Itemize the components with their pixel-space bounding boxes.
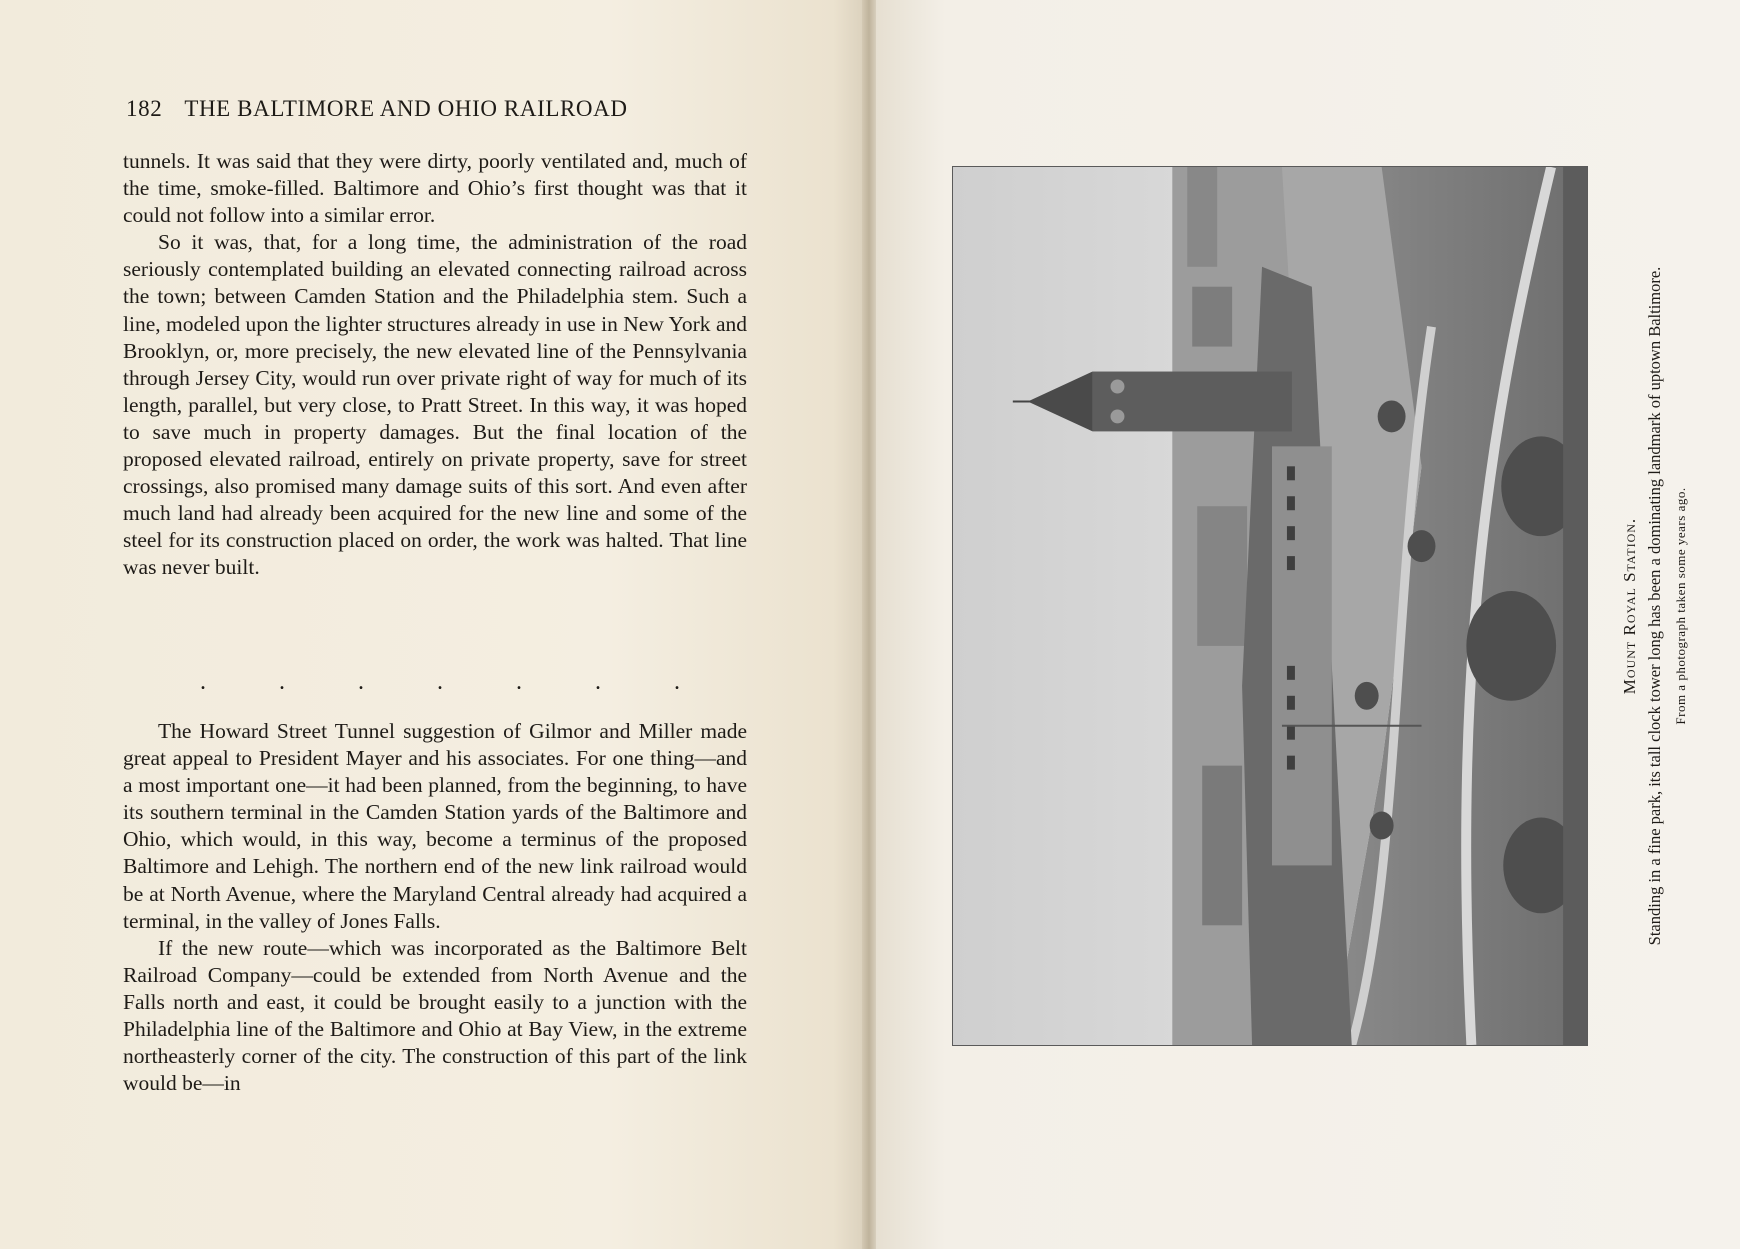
- caption-rotated: [1610, 166, 1700, 1046]
- photograph-illustration: [953, 167, 1587, 1045]
- caption-title-text: Mount Royal Station.: [1620, 517, 1639, 695]
- caption-credit: From a photograph taken some years ago.: [1673, 487, 1688, 725]
- paragraph: So it was, that, for a long time, the administration of the road seriously contemplated building an elevated connecting railroad across the town; between Camden Station and the Philadelphia stem. Such a line, modeled upon the lighter structures already in use in New York and Brooklyn, or, more precisely, the new elevated line of the Pennsylvania through Jersey City, would run over private right of way for much of its length, parallel, but very close, to Pratt Street. In this way, it was hoped to save much in property damages. But the final location of the proposed elevated railroad, entirely on private property, save for street crossings, also promised many damage suits of this sort. And even after much land had already been acquired for the new line and some of the steel for its construction placed on order, the work was halted. That line was never built.: [123, 230, 747, 580]
- running-title: THE BALTIMORE AND OHIO RAILROAD: [184, 96, 628, 121]
- caption-title: [1618, 166, 1642, 1046]
- paragraph: If the new route—which was incorporated as the Baltimore Belt Railroad Company—could be extended from North Avenue and the Falls north and east, it could be brought easily to a junction with the Philadelphia line of the Baltimore and Ohio at Bay View, in the extreme northeasterly corner of the city. The construction of this part of the link would be—in: [123, 935, 747, 1096]
- running-head: [126, 96, 766, 122]
- plate-caption: [1610, 166, 1700, 1046]
- text-block-top: [123, 148, 747, 582]
- separator-dot: .: [279, 669, 285, 695]
- separator-dot: .: [358, 669, 364, 695]
- page-number: 182: [126, 96, 163, 121]
- caption-text: Standing in a fine park, its tall clock tower long has been a dominating landmark of uptown Baltimore.: [1645, 266, 1664, 946]
- text-block-bottom: [123, 718, 747, 1097]
- separator-dot: .: [595, 669, 601, 695]
- separator-dot: .: [437, 669, 443, 695]
- separator-dot: .: [200, 669, 206, 695]
- paragraph: tunnels. It was said that they were dirty, poorly ventilated and, much of the time, smoke-filled. Baltimore and Ohio’s first thought was that it could not follow into a similar error.: [123, 149, 747, 228]
- left-page: [0, 0, 868, 1249]
- station-photograph: [952, 166, 1588, 1046]
- separator-dot: .: [516, 669, 522, 695]
- separator-dot: .: [674, 669, 680, 695]
- book-gutter: [862, 0, 876, 1249]
- paragraph: The Howard Street Tunnel suggestion of Gilmor and Miller made great appeal to President Mayer and his associates. For one thing—and a most important one—it had been planned, from the beginning, to have its southern terminal in the Camden Station yards of the Baltimore and Ohio, which would, in this way, become a terminus of the proposed Baltimore and Lehigh. The northern end of the new link railroad would be at North Avenue, where the Maryland Central already had acquired a terminal, in the valley of Jones Falls.: [123, 719, 747, 933]
- section-separator: [200, 670, 680, 694]
